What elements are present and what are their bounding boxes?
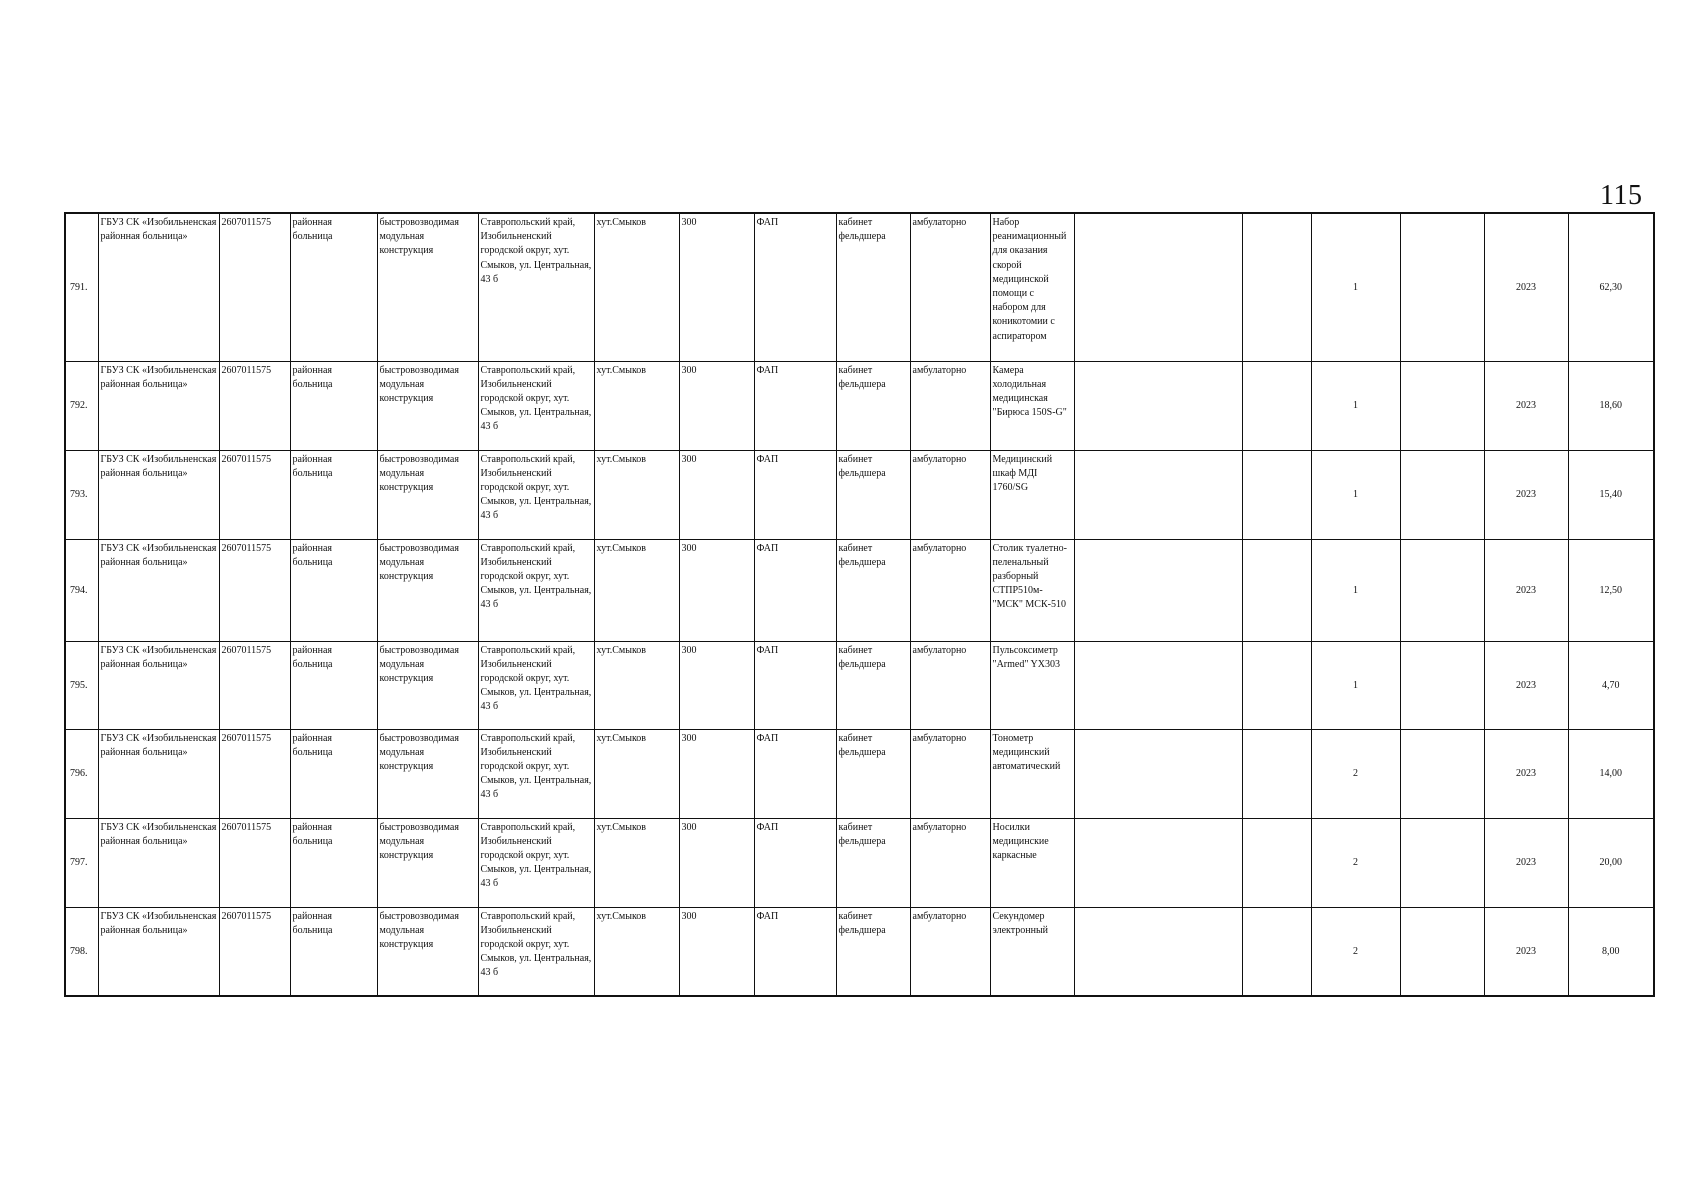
empty-cell: [1074, 213, 1242, 361]
room: кабинет фельдшера: [836, 907, 910, 996]
construction-type: быстровозводимая модульная конструкция: [377, 213, 478, 361]
facility-type: ФАП: [754, 450, 836, 539]
facility-type: ФАП: [754, 539, 836, 641]
empty-cell: [1074, 729, 1242, 818]
equipment-name: Пульсоксиметр "Armed" YX303: [990, 641, 1074, 729]
institution-type: районная больница: [290, 907, 377, 996]
care-mode: амбулаторно: [910, 539, 990, 641]
organization-name: ГБУЗ СК «Изобильненская районная больница»: [98, 213, 219, 361]
quantity: 1: [1311, 450, 1400, 539]
sum: 20,00: [1568, 818, 1654, 907]
page-number: 115: [1600, 180, 1643, 211]
empty-cell: [1400, 361, 1484, 450]
settlement: хут.Смыков: [594, 450, 679, 539]
empty-cell: [1400, 213, 1484, 361]
equipment-name: Носилки медицинские каркасные: [990, 818, 1074, 907]
empty-cell: [1242, 539, 1311, 641]
organization-name: ГБУЗ СК «Изобильненская районная больница»: [98, 361, 219, 450]
empty-cell: [1400, 729, 1484, 818]
population: 300: [679, 641, 754, 729]
room: кабинет фельдшера: [836, 641, 910, 729]
settlement: хут.Смыков: [594, 539, 679, 641]
address: Ставропольский край, Изобильненский городской округ, хут. Смыков, ул. Центральная, 43 б: [478, 907, 594, 996]
settlement: хут.Смыков: [594, 361, 679, 450]
facility-type: ФАП: [754, 641, 836, 729]
sum: 14,00: [1568, 729, 1654, 818]
settlement: хут.Смыков: [594, 213, 679, 361]
quantity: 1: [1311, 641, 1400, 729]
room: кабинет фельдшера: [836, 729, 910, 818]
equipment-name: Тонометр медицинский автоматический: [990, 729, 1074, 818]
inn-code: 2607011575: [219, 907, 290, 996]
year: 2023: [1484, 361, 1568, 450]
institution-type: районная больница: [290, 213, 377, 361]
quantity: 2: [1311, 729, 1400, 818]
year: 2023: [1484, 450, 1568, 539]
equipment-name: Секундомер электронный: [990, 907, 1074, 996]
empty-cell: [1074, 539, 1242, 641]
row-number: 793.: [65, 450, 98, 539]
sum: 18,60: [1568, 361, 1654, 450]
registry-table: [64, 212, 1655, 997]
year: 2023: [1484, 907, 1568, 996]
room: кабинет фельдшера: [836, 539, 910, 641]
empty-cell: [1242, 361, 1311, 450]
sum: 4,70: [1568, 641, 1654, 729]
address: Ставропольский край, Изобильненский городской округ, хут. Смыков, ул. Центральная, 43 б: [478, 818, 594, 907]
care-mode: амбулаторно: [910, 729, 990, 818]
construction-type: быстровозводимая модульная конструкция: [377, 539, 478, 641]
construction-type: быстровозводимая модульная конструкция: [377, 818, 478, 907]
settlement: хут.Смыков: [594, 729, 679, 818]
empty-cell: [1242, 729, 1311, 818]
sum: 62,30: [1568, 213, 1654, 361]
quantity: 1: [1311, 361, 1400, 450]
empty-cell: [1242, 818, 1311, 907]
quantity: 2: [1311, 818, 1400, 907]
care-mode: амбулаторно: [910, 818, 990, 907]
table-row: [65, 213, 1654, 361]
address: Ставропольский край, Изобильненский городской округ, хут. Смыков, ул. Центральная, 43 б: [478, 539, 594, 641]
population: 300: [679, 213, 754, 361]
construction-type: быстровозводимая модульная конструкция: [377, 641, 478, 729]
organization-name: ГБУЗ СК «Изобильненская районная больница»: [98, 539, 219, 641]
sum: 8,00: [1568, 907, 1654, 996]
empty-cell: [1400, 641, 1484, 729]
inn-code: 2607011575: [219, 450, 290, 539]
population: 300: [679, 450, 754, 539]
table-row: [65, 641, 1654, 729]
institution-type: районная больница: [290, 818, 377, 907]
row-number: 798.: [65, 907, 98, 996]
table-row: [65, 729, 1654, 818]
row-number: 794.: [65, 539, 98, 641]
empty-cell: [1242, 213, 1311, 361]
population: 300: [679, 818, 754, 907]
empty-cell: [1074, 361, 1242, 450]
empty-cell: [1400, 450, 1484, 539]
quantity: 1: [1311, 213, 1400, 361]
quantity: 1: [1311, 539, 1400, 641]
room: кабинет фельдшера: [836, 213, 910, 361]
room: кабинет фельдшера: [836, 450, 910, 539]
population: 300: [679, 729, 754, 818]
empty-cell: [1074, 818, 1242, 907]
table-row: [65, 539, 1654, 641]
organization-name: ГБУЗ СК «Изобильненская районная больница»: [98, 450, 219, 539]
empty-cell: [1242, 450, 1311, 539]
organization-name: ГБУЗ СК «Изобильненская районная больница»: [98, 907, 219, 996]
sum: 15,40: [1568, 450, 1654, 539]
address: Ставропольский край, Изобильненский городской округ, хут. Смыков, ул. Центральная, 43 б: [478, 213, 594, 361]
address: Ставропольский край, Изобильненский городской округ, хут. Смыков, ул. Центральная, 43 б: [478, 641, 594, 729]
population: 300: [679, 539, 754, 641]
care-mode: амбулаторно: [910, 641, 990, 729]
inn-code: 2607011575: [219, 818, 290, 907]
row-number: 791.: [65, 213, 98, 361]
table-row: [65, 361, 1654, 450]
table-row: [65, 818, 1654, 907]
construction-type: быстровозводимая модульная конструкция: [377, 450, 478, 539]
organization-name: ГБУЗ СК «Изобильненская районная больница»: [98, 641, 219, 729]
organization-name: ГБУЗ СК «Изобильненская районная больница»: [98, 729, 219, 818]
institution-type: районная больница: [290, 539, 377, 641]
row-number: 792.: [65, 361, 98, 450]
construction-type: быстровозводимая модульная конструкция: [377, 907, 478, 996]
table-body: [65, 213, 1654, 996]
inn-code: 2607011575: [219, 361, 290, 450]
inn-code: 2607011575: [219, 539, 290, 641]
equipment-name: Столик туалетно-пеленальный разборный СТПР510м-"МСК" МСК-510: [990, 539, 1074, 641]
facility-type: ФАП: [754, 907, 836, 996]
organization-name: ГБУЗ СК «Изобильненская районная больница»: [98, 818, 219, 907]
row-number: 796.: [65, 729, 98, 818]
table-row: [65, 907, 1654, 996]
equipment-name: Камера холодильная медицинская "Бирюса 150S-G": [990, 361, 1074, 450]
room: кабинет фельдшера: [836, 361, 910, 450]
equipment-name: Медицинский шкаф МДІ 1760/SG: [990, 450, 1074, 539]
construction-type: быстровозводимая модульная конструкция: [377, 729, 478, 818]
settlement: хут.Смыков: [594, 818, 679, 907]
year: 2023: [1484, 729, 1568, 818]
address: Ставропольский край, Изобильненский городской округ, хут. Смыков, ул. Центральная, 43 б: [478, 361, 594, 450]
care-mode: амбулаторно: [910, 450, 990, 539]
population: 300: [679, 907, 754, 996]
empty-cell: [1074, 641, 1242, 729]
equipment-name: Набор реанимационный для оказания скорой медицинской помощи с набором для коникотомии с аспиратором: [990, 213, 1074, 361]
care-mode: амбулаторно: [910, 213, 990, 361]
room: кабинет фельдшера: [836, 818, 910, 907]
construction-type: быстровозводимая модульная конструкция: [377, 361, 478, 450]
year: 2023: [1484, 539, 1568, 641]
facility-type: ФАП: [754, 729, 836, 818]
address: Ставропольский край, Изобильненский городской округ, хут. Смыков, ул. Центральная, 43 б: [478, 729, 594, 818]
empty-cell: [1400, 539, 1484, 641]
institution-type: районная больница: [290, 361, 377, 450]
population: 300: [679, 361, 754, 450]
address: Ставропольский край, Изобильненский городской округ, хут. Смыков, ул. Центральная, 43 б: [478, 450, 594, 539]
inn-code: 2607011575: [219, 641, 290, 729]
table-row: [65, 450, 1654, 539]
settlement: хут.Смыков: [594, 907, 679, 996]
quantity: 2: [1311, 907, 1400, 996]
facility-type: ФАП: [754, 818, 836, 907]
inn-code: 2607011575: [219, 729, 290, 818]
empty-cell: [1400, 818, 1484, 907]
institution-type: районная больница: [290, 450, 377, 539]
row-number: 797.: [65, 818, 98, 907]
year: 2023: [1484, 213, 1568, 361]
inn-code: 2607011575: [219, 213, 290, 361]
care-mode: амбулаторно: [910, 907, 990, 996]
year: 2023: [1484, 818, 1568, 907]
empty-cell: [1400, 907, 1484, 996]
institution-type: районная больница: [290, 641, 377, 729]
year: 2023: [1484, 641, 1568, 729]
settlement: хут.Смыков: [594, 641, 679, 729]
empty-cell: [1074, 450, 1242, 539]
institution-type: районная больница: [290, 729, 377, 818]
empty-cell: [1074, 907, 1242, 996]
care-mode: амбулаторно: [910, 361, 990, 450]
row-number: 795.: [65, 641, 98, 729]
sum: 12,50: [1568, 539, 1654, 641]
facility-type: ФАП: [754, 361, 836, 450]
empty-cell: [1242, 641, 1311, 729]
empty-cell: [1242, 907, 1311, 996]
facility-type: ФАП: [754, 213, 836, 361]
